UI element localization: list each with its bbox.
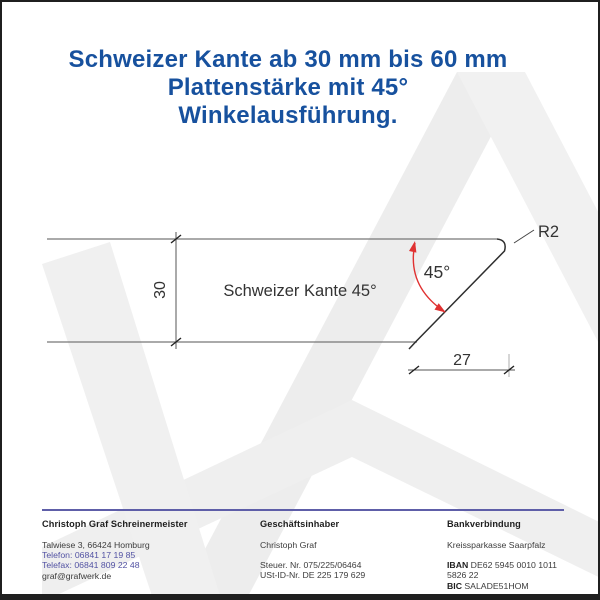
thickness-dimension-label: 30 bbox=[152, 281, 169, 299]
company-email: graf@grafwerk.de bbox=[42, 570, 112, 581]
bic-label: BIC bbox=[447, 580, 462, 591]
footer-owner-column bbox=[260, 519, 447, 591]
footer-bank-column bbox=[447, 519, 564, 591]
company-fax: Telefax: 06841 809 22 48 bbox=[42, 560, 140, 571]
page-title-line-2: Plattenstärke mit 45° bbox=[167, 74, 409, 101]
owner-name: Christoph Graf bbox=[260, 540, 317, 550]
company-address: Talwiese 3, 66424 Homburg bbox=[42, 540, 150, 550]
footer-company-column bbox=[42, 519, 260, 591]
owner-heading: Geschäftsinhaber bbox=[260, 519, 340, 529]
chamfer-width-label: 27 bbox=[453, 352, 471, 369]
bank-heading: Bankverbindung bbox=[447, 519, 521, 529]
profile-label: Schweizer Kante 45° bbox=[223, 282, 377, 300]
spacer bbox=[260, 550, 447, 560]
footer-columns bbox=[42, 519, 564, 591]
owner-tax-number: Steuer. Nr. 075/225/06464 bbox=[260, 560, 362, 571]
spacer bbox=[447, 550, 564, 560]
angle-dimension-label: 45° bbox=[423, 262, 451, 282]
iban-value: DE62 5945 0010 1011 5826 22 bbox=[447, 560, 557, 581]
page-title-line-3: Winkelausführung. bbox=[178, 102, 398, 129]
company-name: Christoph Graf Schreinermeister bbox=[42, 519, 188, 529]
bank-name: Kreissparkasse Saarpfalz bbox=[447, 540, 546, 550]
footer-divider bbox=[42, 509, 564, 511]
bic-value: SALADE51HOM bbox=[464, 580, 529, 591]
company-phone: Telefon: 06841 17 19 85 bbox=[42, 550, 136, 561]
letterhead-footer bbox=[2, 2, 600, 600]
bank-iban bbox=[447, 560, 564, 580]
iban-label: IBAN bbox=[447, 560, 469, 571]
bank-bic bbox=[447, 581, 564, 591]
page-title-line-1: Schweizer Kante ab 30 mm bis 60 mm bbox=[68, 46, 508, 73]
owner-vat-id: USt-ID-Nr. DE 225 179 629 bbox=[260, 570, 366, 581]
radius-dimension-label: R2 bbox=[538, 223, 560, 241]
